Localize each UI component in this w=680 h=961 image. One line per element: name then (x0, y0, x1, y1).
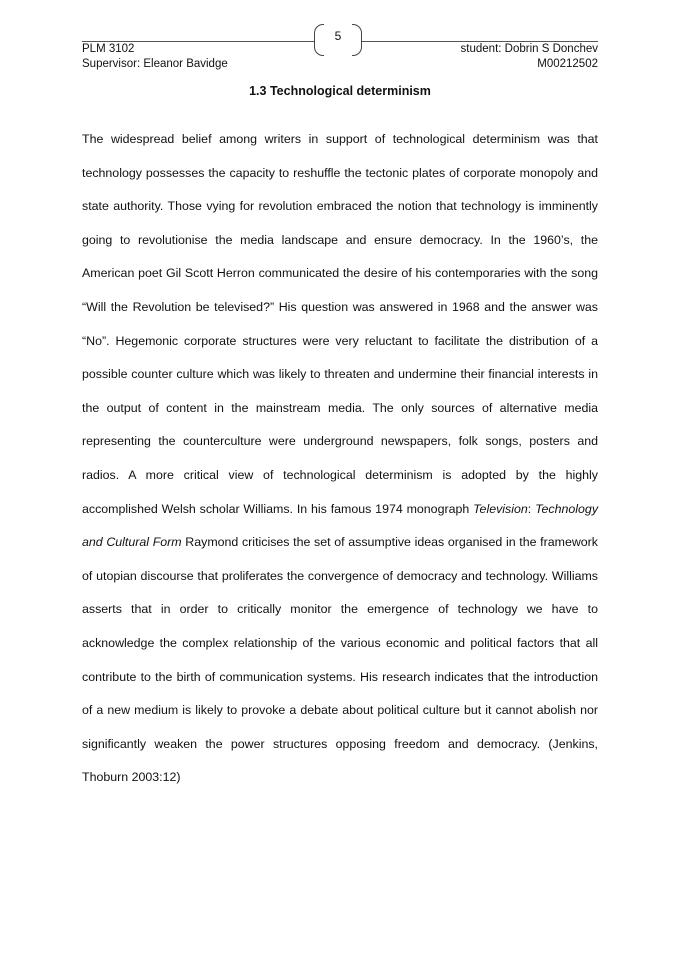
body-text-part-1: The widespread belief among writers in support of technological determinism was that technology possesses the capacity to reshuffle the tectonic plates of corporate monopoly and state authority. Those vying for revolution embraced the notion that technology is imminently going to revolutionise the media landscape and ensure democracy. In the 1960’s, the American poet Gil Scott Herron communicated the desire of his contemporaries with the song “Will the Revolution be televised?” His question was answered in 1968 and the answer was “No”. Hegemonic corporate structures were very reluctant to facilitate the distribution of a possible counter culture which was likely to threaten and undermine their financial interests in the output of content in the mainstream media. The only sources of alternative media representing the counterculture were underground newspapers, folk songs, posters and radios. A more critical view of technological determinism is adopted by the highly accomplished Welsh scholar Williams. In his famous 1974 monograph (82, 132, 598, 516)
student-id: M00212502 (537, 58, 598, 70)
page-number: 5 (334, 29, 342, 43)
course-code: PLM 3102 (82, 43, 135, 55)
section-title: 1.3 Technological determinism (249, 84, 431, 98)
supervisor-name: Supervisor: Eleanor Bavidge (82, 58, 228, 70)
body-paragraph (82, 123, 598, 795)
italic-title-technology-cultural-form: Technology and Cultural Form (82, 501, 599, 550)
student-name: student: Dobrin S Donchev (460, 43, 598, 55)
italic-title-television: Television (473, 501, 528, 516)
title-colon: : (527, 501, 532, 516)
body-text-part-2: Raymond criticises the set of assumptive ideas organised in the framework of utopian discourse that proliferates the convergence of democracy and technology. Williams asserts that in order to critically monitor the emergence of technology we have to acknowledge the complex relationship of the various economic and political factors that all contribute to the birth of communication systems. His research indicates that the introduction of a new medium is likely to provoke a debate about political culture but it cannot abolish nor significantly weaken the power structures opposing freedom and democracy. (Jenkins, Thoburn 2003:12) (82, 535, 598, 785)
